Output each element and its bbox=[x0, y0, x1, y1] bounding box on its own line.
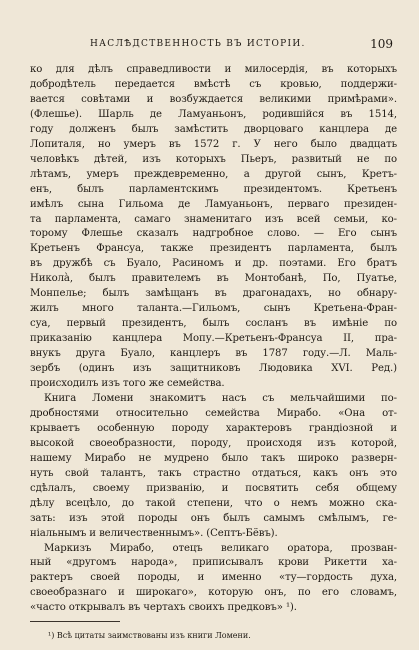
text-line: «часто открывалъ въ чертахъ своихъ предковъ» ¹). bbox=[30, 602, 297, 614]
text-line: жилъ много таланта.—Гильомъ, сынъ Кретьена-Фран- bbox=[30, 303, 397, 315]
page-number: 109 bbox=[370, 37, 393, 51]
paragraph bbox=[30, 63, 397, 392]
text-line: ный «другомъ народа», приписывалъ крови Рикетти ха- bbox=[30, 557, 397, 569]
body-text bbox=[30, 63, 397, 616]
text-line: году долженъ былъ замѣстить дворцоваго канцлера де bbox=[30, 123, 397, 135]
text-line: человѣкъ дѣтей, изъ которыхъ Пьеръ, развитый не по bbox=[30, 153, 397, 165]
footnote: ¹) Всѣ цитаты заимствованы изъ книги Ломени. bbox=[48, 631, 251, 640]
page-header bbox=[30, 37, 397, 53]
paragraph bbox=[30, 542, 397, 617]
text-line: дѣлу всецѣло, до такой степени, что о немъ можно ска- bbox=[30, 497, 397, 509]
text-line: Лопиталя, но умеръ въ 1572 г. У него было двадцать bbox=[30, 138, 397, 150]
text-line: енъ, былъ парламентскимъ президентомъ. Кретьенъ bbox=[30, 183, 397, 195]
running-head: НАСЛѢДСТВЕННОСТЬ ВЪ ИСТОРІИ. bbox=[90, 39, 306, 49]
text-line: рактеръ своей породы, и именно «ту—гордость духа, bbox=[30, 572, 397, 584]
text-line: имѣлъ сына Гильома де Ламуаньонъ, перваго президен- bbox=[30, 198, 397, 210]
text-line: внукъ друга Буало, канцлеръ въ 1787 году.—Л. Маль- bbox=[30, 348, 397, 360]
text-line: въ дружбѣ съ Буало, Расиномъ и др. поэтами. Его братъ bbox=[30, 258, 397, 270]
text-line: вается совѣтами и возбуждается великими примѣрами». bbox=[30, 93, 397, 105]
text-line: нашему Мирабо не мудрено было такъ широко разверн- bbox=[30, 452, 397, 464]
text-line: нуть свой талантъ, такъ страстно отдаться, какъ онъ это bbox=[30, 467, 397, 479]
text-line: ніальнымъ и величественнымъ». (Септъ-Бёвъ). bbox=[30, 527, 278, 539]
text-line: Монпелье; былъ замѣщанъ въ драгонадахъ, но обнару- bbox=[30, 288, 397, 300]
text-line: происходилъ изъ того же семейства. bbox=[30, 378, 225, 390]
text-line: торому Флешье сказалъ надгробное слово. — Его сынъ bbox=[30, 228, 397, 240]
text-line: приказанію канцлера Мопу.—Кретьенъ-Франсуа II, пра- bbox=[30, 333, 397, 345]
text-line: сдѣлалъ, своему призванію, и посвятить себя общему bbox=[30, 482, 397, 494]
text-line: суа, первый президентъ, былъ сосланъ въ имѣніе по bbox=[30, 318, 397, 330]
text-line: (Флешье). Шарль де Ламуаньонъ, родившійся въ 1514, bbox=[30, 108, 397, 120]
text-line: Кретьенъ Франсуа, также президентъ парламента, былъ bbox=[30, 243, 397, 255]
text-line: Книга Ломени знакомитъ насъ съ мельчайшими по- bbox=[44, 392, 397, 404]
text-line: крываетъ особенную породу характеровъ грандіозной и bbox=[30, 422, 397, 434]
text-line: та парламента, самаго знаменитаго изъ всей семьи, ко- bbox=[30, 213, 397, 225]
text-line: Маркизъ Мирабо, отецъ великаго оратора, прозван- bbox=[44, 542, 397, 554]
text-line: Николà, былъ правителемъ въ Монтобанѣ, По, Пуатье, bbox=[30, 273, 397, 285]
text-line: лѣтамъ, умеръ преждевременно, а другой сынъ, Кретъ- bbox=[30, 168, 397, 180]
text-line: ко для дѣлъ справедливости и милосердія, въ которыхъ bbox=[30, 64, 397, 75]
text-line: добродѣтель передается вмѣстѣ съ кровью, поддержи- bbox=[30, 78, 397, 90]
text-line: дробностями относительно семейства Мирабо. «Она от- bbox=[30, 407, 397, 419]
text-line: зербъ (одинъ изъ защитниковъ Людовика XVI. Ред.) bbox=[30, 363, 397, 375]
paragraph bbox=[30, 392, 397, 542]
text-line: своеобразнаго и широкаго», которую онъ, по его словамъ, bbox=[30, 587, 397, 599]
text-line: высокой своеобразности, породу, происходя изъ которой, bbox=[30, 437, 397, 449]
footnote-divider bbox=[30, 621, 120, 622]
text-line: зать: изъ этой породы онъ былъ самымъ смѣлымъ, ге- bbox=[30, 512, 397, 524]
